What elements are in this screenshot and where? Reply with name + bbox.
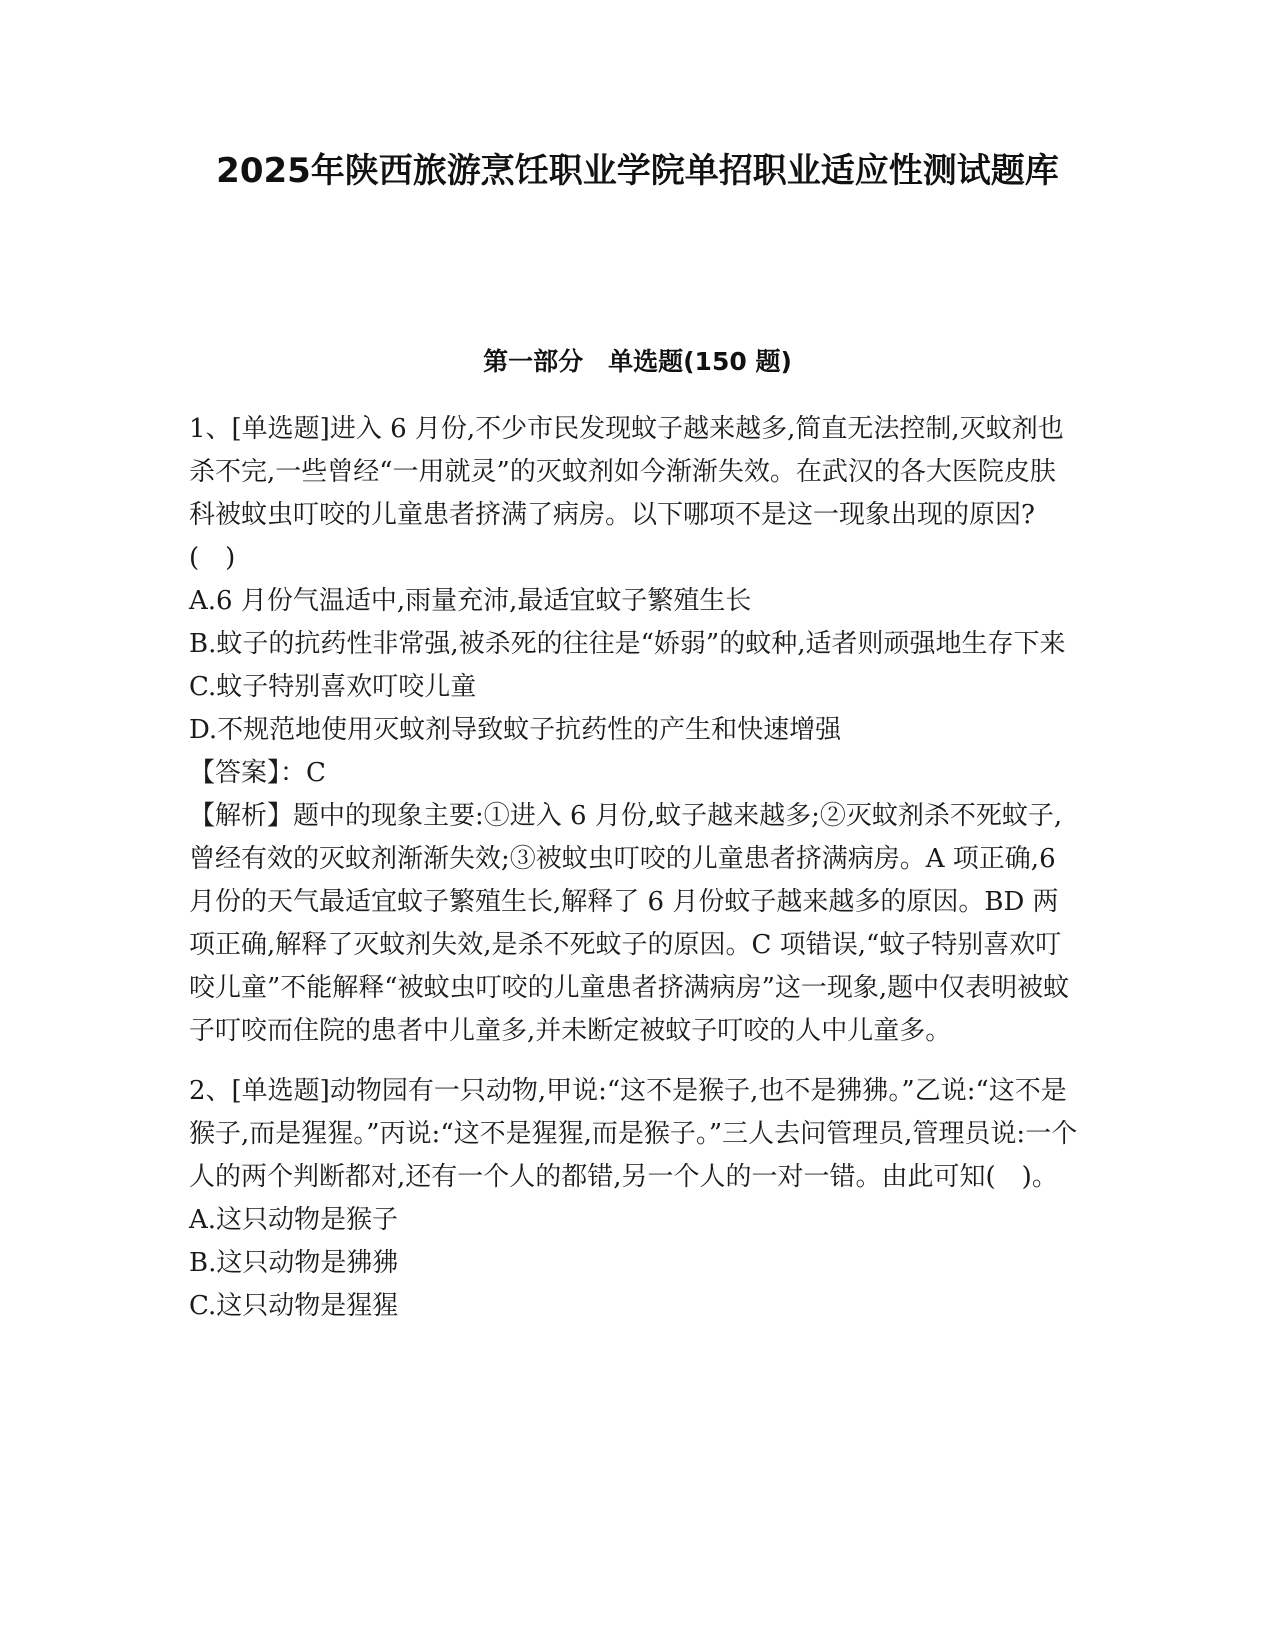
option-a: A.这只动物是猴子 bbox=[189, 1205, 399, 1235]
question-list bbox=[189, 408, 1079, 1328]
question-2 bbox=[189, 1070, 1079, 1328]
analysis: 【解析】题中的现象主要:①进入 6 月份,蚊子越来越多;②灭蚊剂杀不死蚊子,曾经有效的灭蚊剂渐渐失效;③被蚊虫叮咬的儿童患者挤满病房。A 项正确,6 月份的天气最适宜蚊子繁殖生长,解释了 6 月份蚊子越来越多的原因。BD 两项正确,解释了灭蚊剂失效,是杀不死蚊子的原因。C 项错误,“蚊子特别喜欢叮咬儿童”不能解释“被蚊虫叮咬的儿童患者挤满病房”这一现象,题中仅表明被蚊子叮咬而住院的患者中儿童多,并未断定被蚊子叮咬的人中儿童多。 bbox=[189, 801, 1070, 1046]
answer: 【答案】：C bbox=[189, 758, 326, 788]
option-c: C.蚊子特别喜欢叮咬儿童 bbox=[189, 672, 477, 702]
question-stem: 2、[单选题]动物园有一只动物,甲说:“这不是猴子,也不是狒狒。”乙说:“这不是猴子,而是猩猩。”丙说:“这不是猩猩,而是猴子。”三人去问管理员,管理员说:一个人的两个判断都对,还有一个人的都错,另一个人的一对一错。由此可知( )。 bbox=[189, 1076, 1078, 1192]
option-c: C.这只动物是猩猩 bbox=[189, 1291, 399, 1321]
question-stem: 1、[单选题]进入 6 月份,不少市民发现蚊子越来越多,简直无法控制,灭蚊剂也杀不完,一些曾经“一用就灵”的灭蚊剂如今渐渐失效。在武汉的各大医院皮肤科被蚊虫叮咬的儿童患者挤满了病房。以下哪项不是这一现象出现的原因?( ) bbox=[189, 414, 1064, 573]
section-title: 第一部分 单选题(150 题) bbox=[483, 347, 792, 376]
document-title: 2025年陕西旅游烹饪职业学院单招职业适应性测试题库 bbox=[216, 151, 1059, 191]
option-b: B.蚊子的抗药性非常强,被杀死的往往是“娇弱”的蚊种,适者则顽强地生存下来 bbox=[189, 629, 1066, 659]
option-b: B.这只动物是狒狒 bbox=[189, 1248, 399, 1278]
option-a: A.6 月份气温适中,雨量充沛,最适宜蚊子繁殖生长 bbox=[189, 586, 752, 616]
question-1 bbox=[189, 408, 1079, 1053]
option-d: D.不规范地使用灭蚊剂导致蚊子抗药性的产生和快速增强 bbox=[189, 715, 842, 745]
